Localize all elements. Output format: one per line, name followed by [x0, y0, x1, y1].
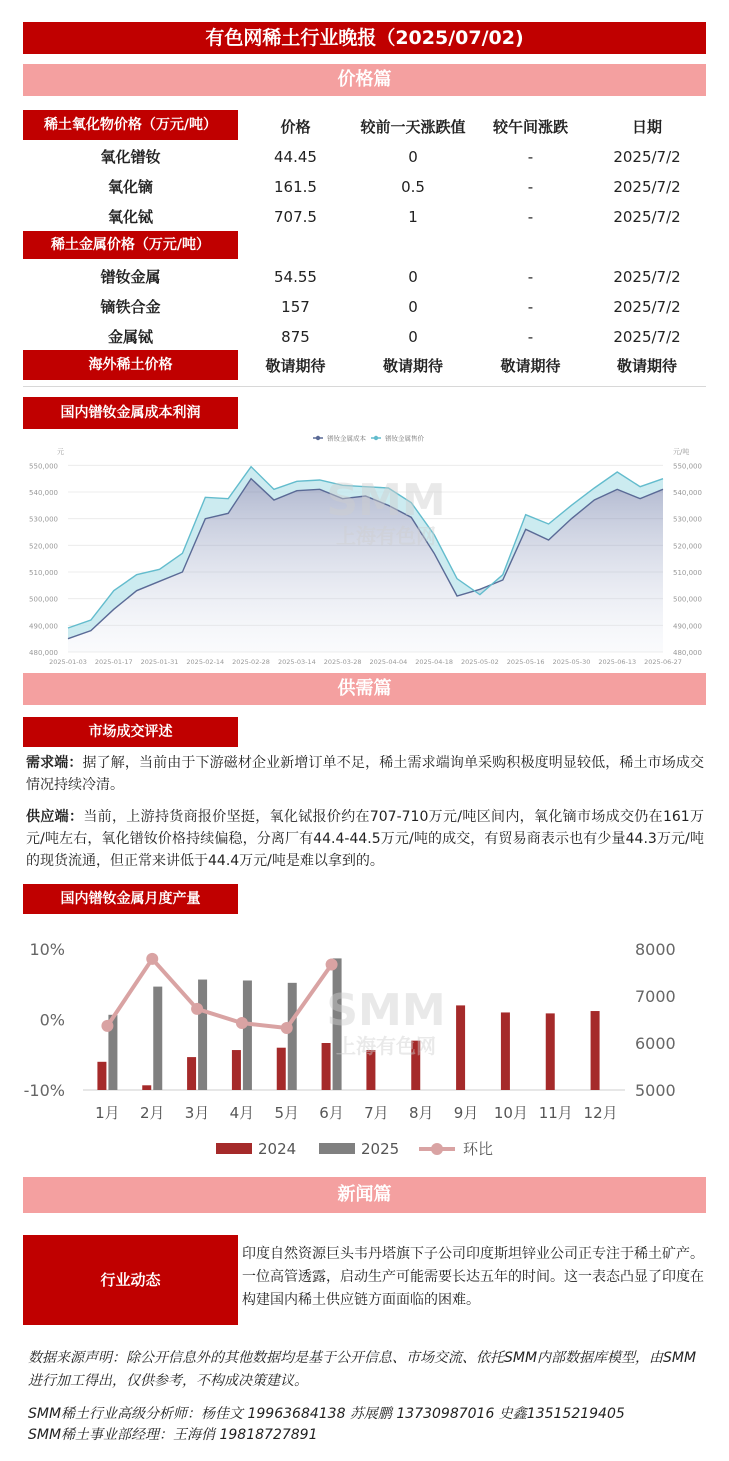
watermark-brand: SMM	[326, 475, 446, 526]
y-right-tick-label: 5000	[635, 1081, 676, 1100]
bar-2024	[277, 1048, 286, 1090]
data-disclaimer: 数据来源声明：除公开信息外的其他数据均是基于公开信息、市场交流、依托SMM内部数据库模型，由SMM进行加工得出，仅供参考，不构成决策建议。	[28, 1350, 697, 1389]
manager-contact: SMM稀土事业部经理：王海俏 19818727891	[28, 1427, 318, 1443]
y-tick-label-right: 550,000	[673, 462, 702, 471]
bar-2024	[232, 1050, 241, 1090]
row-midday: -	[527, 328, 534, 346]
x-tick-label: 9月	[453, 1104, 479, 1122]
section-price-header: 价格篇	[23, 64, 706, 96]
row-date: 2025/7/2	[613, 268, 681, 286]
supply-paragraph	[26, 806, 704, 872]
row-midday: -	[527, 148, 534, 166]
row-price: 875	[281, 328, 310, 346]
x-tick-label: 2月	[139, 1104, 165, 1122]
x-tick-label: 5月	[274, 1104, 300, 1122]
x-tick-label: 2025-05-02	[461, 658, 499, 666]
bar-2025	[288, 983, 297, 1090]
mom-point	[146, 953, 158, 965]
header-date: 日期	[631, 118, 662, 136]
supply-label: 供应端：	[26, 809, 84, 825]
y-right-tick-label: 7000	[635, 987, 676, 1006]
legend-swatch-2025	[319, 1143, 355, 1154]
x-tick-label: 2025-05-16	[506, 658, 545, 666]
row-name: 镨钕金属	[100, 268, 161, 286]
mom-point	[281, 1022, 293, 1034]
x-tick-label: 2025-02-14	[186, 658, 225, 666]
oxide-price-label: 稀土氧化物价格（万元/吨）	[23, 110, 238, 140]
y-tick-label-right: 510,000	[673, 569, 702, 577]
legend-label-mom: 环比	[463, 1140, 494, 1158]
x-tick-label: 12月	[583, 1104, 618, 1122]
legend-label: 镨钕金属售价	[385, 434, 424, 443]
page-title: 有色网稀土行业晚报（2025/07/02)	[23, 22, 706, 54]
y-unit-right: 元/吨	[673, 448, 690, 456]
mom-point	[191, 1003, 203, 1015]
market-review-label: 市场成交评述	[23, 717, 238, 747]
row-midday: -	[527, 268, 534, 286]
x-tick-label: 2025-03-28	[323, 658, 362, 666]
y-unit-left: 元	[57, 448, 64, 456]
overseas-date: 敬请期待	[616, 357, 677, 375]
y-tick-label-right: 540,000	[673, 489, 702, 497]
row-date: 2025/7/2	[613, 178, 681, 196]
x-tick-label: 2025-01-03	[49, 658, 87, 666]
y-tick-label-left: 520,000	[29, 542, 58, 551]
legend-swatch-2024	[216, 1143, 252, 1154]
y-tick-label-right: 530,000	[673, 515, 702, 524]
row-midday: -	[527, 298, 534, 316]
bar-2025	[198, 980, 207, 1090]
x-tick-label: 1月	[95, 1104, 120, 1122]
row-name: 金属铽	[107, 328, 153, 346]
x-tick-label: 2025-01-17	[94, 658, 133, 666]
row-price: 44.45	[274, 148, 317, 166]
row-change: 0	[408, 328, 418, 346]
x-tick-label: 10月	[493, 1104, 528, 1122]
bar-2025	[153, 987, 162, 1090]
legend-marker	[316, 436, 320, 440]
x-tick-label: 8月	[408, 1104, 434, 1122]
x-tick-label: 2025-06-13	[598, 658, 637, 666]
watermark-sub: 上海有色网	[336, 1034, 436, 1058]
bar-2024	[501, 1012, 510, 1090]
overseas-price: 敬请期待	[265, 357, 326, 375]
mom-point	[236, 1017, 248, 1029]
y-tick-label-right: 490,000	[673, 622, 702, 631]
overseas-change: 敬请期待	[382, 357, 443, 375]
legend-marker	[374, 436, 378, 440]
y-left-tick-label: 0%	[39, 1010, 65, 1030]
supply-text: 当前，上游持货商报价坚挺，氧化铽报价约在707-710万元/吨区间内，氧化镝市场成交仍在161万元/吨左右，氧化镨钕价格持续偏稳，分离厂有44.4-44.5万元/吨的成交，有贸易商表示也有少量44.3万元/吨的现货流通，但正常来讲低于44.4万元/吨是难以拿到的。	[26, 809, 704, 869]
demand-paragraph	[26, 752, 704, 796]
divider	[23, 386, 706, 387]
row-date: 2025/7/2	[613, 328, 681, 346]
x-tick-label: 2025-02-28	[232, 658, 270, 666]
x-tick-label: 2025-04-04	[369, 658, 408, 666]
row-price: 157	[281, 298, 310, 316]
legend-marker-mom	[431, 1143, 443, 1155]
row-change: 0	[408, 298, 418, 316]
y-tick-label-left: 510,000	[29, 569, 58, 577]
y-left-tick-label: -10%	[23, 1081, 65, 1100]
legend-label: 镨钕金属成本	[327, 434, 366, 443]
analyst-contacts: SMM稀土行业高级分析师：杨佳文 19963684138 苏展鹏 13730987016 史鑫13515219405	[28, 1406, 625, 1422]
bar-2024	[322, 1043, 331, 1090]
cost-chart-label: 国内镨钕金属成本利润	[23, 397, 238, 429]
x-tick-label: 6月	[319, 1104, 344, 1122]
y-tick-label-left: 550,000	[29, 462, 58, 471]
industry-news-text: 印度自然资源巨头韦丹塔旗下子公司印度斯坦锌业公司正专注于稀土矿产。一位高管透露，启动生产可能需要长达五年的时间。这一表态凸显了印度在构建国内稀土供应链方面面临的困难。	[242, 1246, 704, 1308]
mom-point	[101, 1020, 113, 1032]
bar-2024	[546, 1013, 555, 1090]
row-change: 0	[408, 268, 418, 286]
legend-label-2024: 2024	[258, 1140, 297, 1158]
section-supply-header: 供需篇	[23, 673, 706, 705]
demand-label: 需求端：	[26, 755, 83, 771]
overseas-price-label: 海外稀土价格	[23, 350, 238, 380]
x-tick-label: 2025-03-14	[277, 658, 316, 666]
row-change: 0.5	[401, 178, 425, 196]
y-tick-label-left: 490,000	[29, 622, 58, 631]
row-name: 氧化镨钕	[100, 148, 161, 166]
y-tick-label-right: 500,000	[673, 595, 702, 604]
row-name: 镝铁合金	[100, 298, 161, 316]
bar-2024	[187, 1057, 196, 1090]
bar-2024	[456, 1005, 465, 1090]
legend-label-2025: 2025	[361, 1140, 400, 1158]
industry-news-label: 行业动态	[23, 1235, 238, 1325]
y-left-tick-label: 10%	[29, 940, 65, 959]
row-name: 氧化镝	[107, 178, 153, 196]
y-tick-label-left: 480,000	[29, 649, 58, 657]
header-day-change: 较前一天涨跌值	[360, 118, 466, 136]
watermark-sub: 上海有色网	[336, 524, 436, 548]
y-tick-label-right: 480,000	[673, 649, 702, 657]
row-price: 54.55	[274, 268, 317, 286]
x-tick-label: 2025-06-27	[644, 658, 682, 666]
row-date: 2025/7/2	[613, 298, 681, 316]
x-tick-label: 11月	[538, 1104, 573, 1122]
y-tick-label-left: 530,000	[29, 515, 58, 524]
row-date: 2025/7/2	[613, 208, 681, 226]
section-news-header: 新闻篇	[23, 1177, 706, 1213]
y-tick-label-left: 540,000	[29, 489, 58, 497]
row-midday: -	[527, 178, 534, 196]
header-price: 价格	[280, 118, 311, 136]
row-date: 2025/7/2	[613, 148, 681, 166]
metal-price-label: 稀土金属价格（万元/吨）	[23, 231, 238, 259]
monthly-output-chart	[23, 925, 706, 1170]
bar-2024	[591, 1011, 600, 1090]
x-tick-label: 2025-01-31	[140, 658, 179, 666]
bar-2024	[142, 1085, 151, 1090]
demand-text: 据了解，当前由于下游磁材企业新增订单不足，稀土需求端询单采购积极度明显较低，稀土市场成交情况持续冷清。	[26, 755, 705, 793]
row-midday: -	[527, 208, 534, 226]
bar-2025	[243, 980, 252, 1090]
row-change: 1	[408, 208, 418, 226]
mom-point	[326, 959, 338, 971]
y-right-tick-label: 8000	[635, 940, 676, 959]
row-change: 0	[408, 148, 418, 166]
x-tick-label: 2025-04-18	[415, 658, 454, 666]
mom-line	[107, 959, 331, 1028]
x-tick-label: 3月	[184, 1104, 210, 1122]
cost-profit-chart	[23, 430, 706, 670]
output-chart-label: 国内镨钕金属月度产量	[23, 884, 238, 914]
watermark-brand: SMM	[326, 985, 446, 1036]
y-tick-label-left: 500,000	[29, 595, 58, 604]
bar-2024	[97, 1062, 106, 1090]
row-price: 161.5	[274, 178, 317, 196]
row-name: 氧化铽	[107, 208, 153, 226]
overseas-midday: 敬请期待	[500, 357, 561, 375]
y-tick-label-right: 520,000	[673, 542, 702, 551]
x-tick-label: 2025-05-30	[552, 658, 591, 666]
header-midday-change: 较午间涨跌	[492, 118, 568, 136]
x-tick-label: 4月	[229, 1104, 255, 1122]
row-price: 707.5	[274, 208, 317, 226]
y-right-tick-label: 6000	[635, 1034, 676, 1053]
x-tick-label: 7月	[364, 1104, 389, 1122]
